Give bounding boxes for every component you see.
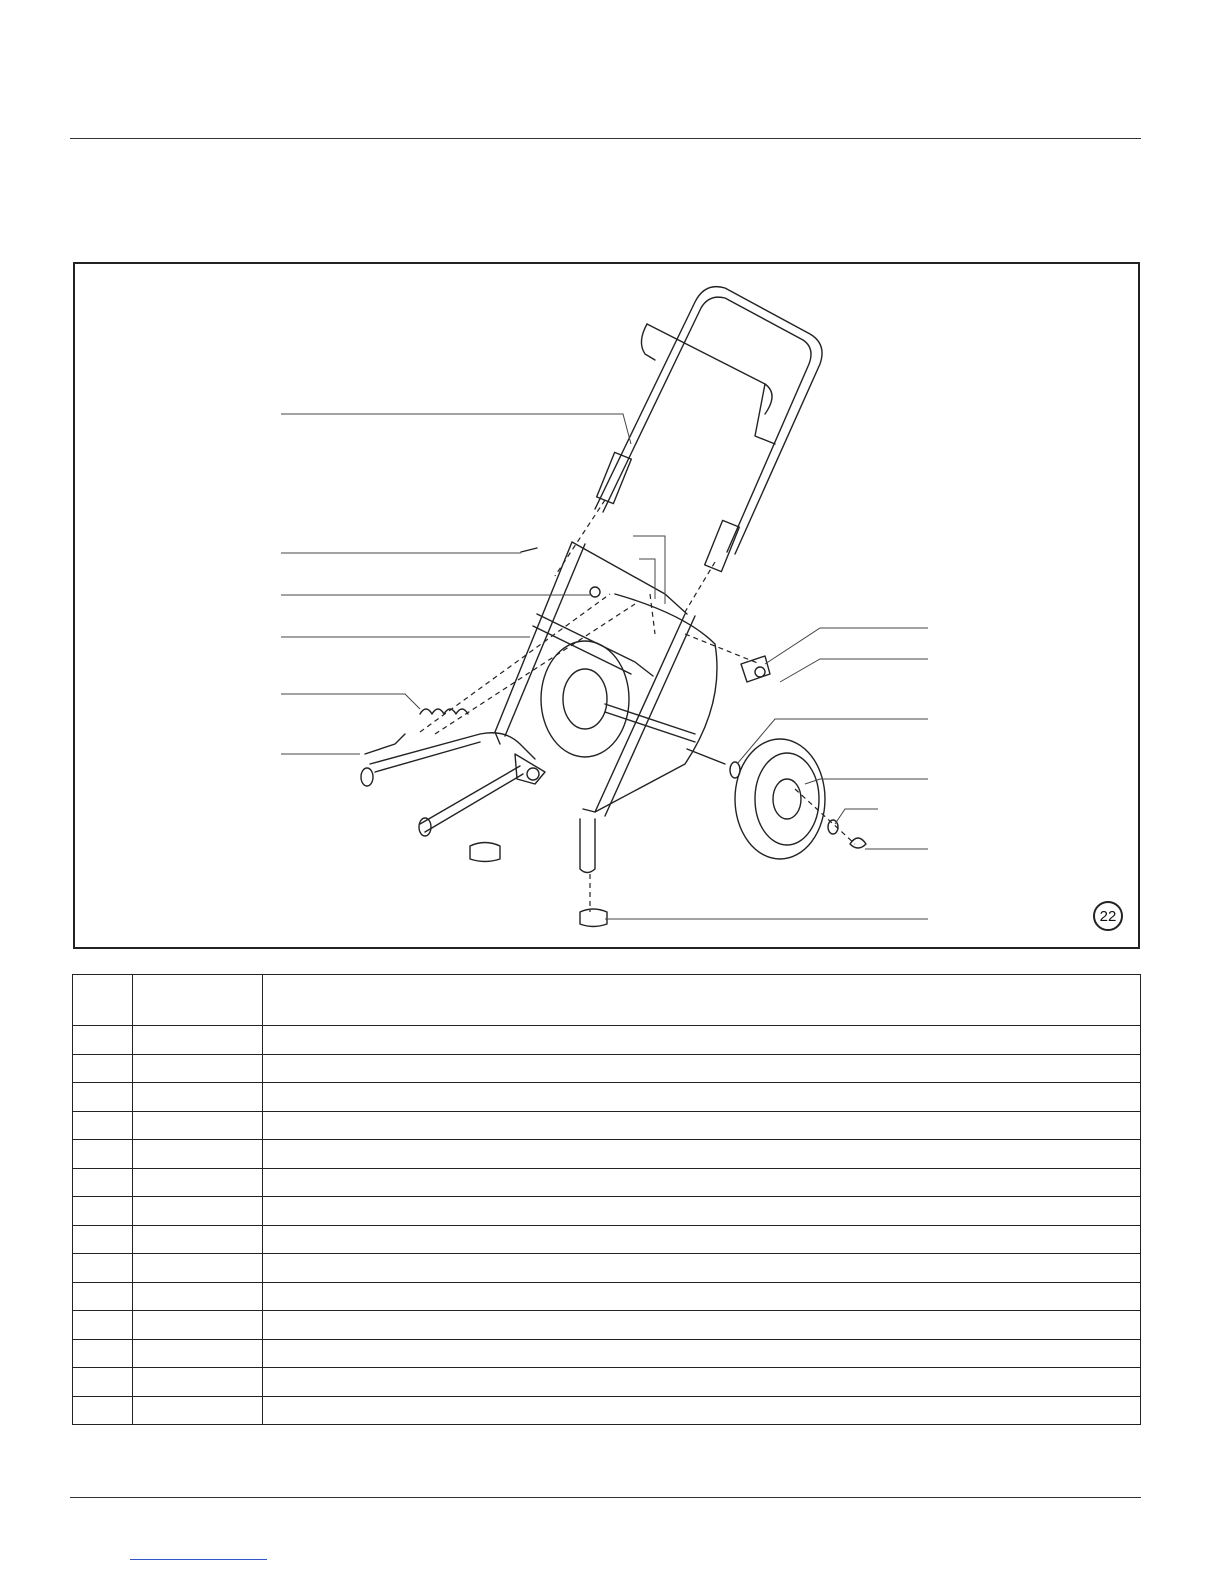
axle-tube (605, 704, 695, 734)
callout-leader (639, 559, 655, 599)
item-cell (73, 1254, 133, 1283)
table-row (73, 1197, 1141, 1226)
item-cell (73, 1282, 133, 1311)
table-row (73, 1111, 1141, 1140)
description-cell (263, 1254, 1141, 1283)
part-number-cell (133, 1026, 263, 1055)
cart-assembly-drawing (75, 264, 1138, 947)
description-cell (263, 1083, 1141, 1112)
table-row (73, 1168, 1141, 1197)
part-number-cell (133, 1368, 263, 1397)
callout-leader (281, 414, 631, 444)
part-number-cell (133, 1197, 263, 1226)
right-collar (705, 520, 740, 571)
item-cell (73, 1168, 133, 1197)
part-number-cell (133, 1396, 263, 1425)
nut (590, 587, 600, 597)
part-number-cell (133, 1282, 263, 1311)
spring (420, 709, 468, 714)
description-cell (263, 1311, 1141, 1340)
table-row (73, 1140, 1141, 1169)
table-row (73, 1282, 1141, 1311)
item-cell (73, 1311, 133, 1340)
table-row (73, 1396, 1141, 1425)
description-cell (263, 1282, 1141, 1311)
hubcap (850, 838, 866, 848)
item-cell (73, 1111, 133, 1140)
part-number-cell (133, 1311, 263, 1340)
callout-leader (780, 659, 928, 682)
bolt (521, 548, 537, 552)
exploded-view-figure (73, 262, 1140, 949)
part-number-cell (133, 1054, 263, 1083)
callout-leader (835, 809, 878, 824)
front-wheel (735, 739, 825, 859)
item-cell (73, 1396, 133, 1425)
description-cell (263, 1197, 1141, 1226)
description-cell (263, 1225, 1141, 1254)
part-number-cell (133, 1111, 263, 1140)
handle-grip (647, 324, 775, 444)
item-cell (73, 1339, 133, 1368)
footer-link[interactable] (130, 1559, 267, 1560)
callout-leader (281, 694, 420, 709)
foot-cap-left (470, 843, 500, 862)
description-cell (263, 1396, 1141, 1425)
part-number-cell (133, 1339, 263, 1368)
table-row (73, 1254, 1141, 1283)
part-number-cell (133, 1225, 263, 1254)
description-cell (263, 1168, 1141, 1197)
part-number-cell (133, 1254, 263, 1283)
table-header-row (73, 975, 1141, 1026)
description-cell (263, 1339, 1141, 1368)
front-foot-tube (580, 819, 595, 873)
frame-crossbar (537, 614, 653, 676)
parts-list-table (72, 974, 1141, 1425)
item-cell (73, 1026, 133, 1055)
part-number-cell (133, 1083, 263, 1112)
description-cell (263, 1140, 1141, 1169)
description-cell (263, 1054, 1141, 1083)
mount-bracket (370, 733, 535, 764)
frame-left-rear-leg (495, 542, 572, 744)
item-cell (73, 1225, 133, 1254)
description-cell (263, 1368, 1141, 1397)
header-description (263, 975, 1141, 1026)
item-cell (73, 1054, 133, 1083)
handle-upper-frame (595, 287, 822, 554)
wheel-axle-stub (687, 749, 725, 764)
table-row (73, 1026, 1141, 1055)
table-row (73, 1083, 1141, 1112)
header-item (73, 975, 133, 1026)
table-row (73, 1225, 1141, 1254)
table-row (73, 1368, 1141, 1397)
figure-number-badge: 22 (1093, 901, 1123, 931)
item-cell (73, 1197, 133, 1226)
header-part-no (133, 975, 263, 1026)
foot-cap-right (580, 909, 607, 927)
table-row (73, 1311, 1141, 1340)
callout-leader (633, 536, 665, 604)
table-row (73, 1054, 1141, 1083)
part-number-cell (133, 1140, 263, 1169)
fork-bracket (365, 734, 405, 754)
description-cell (263, 1111, 1141, 1140)
header-rule (70, 138, 1141, 139)
description-cell (263, 1026, 1141, 1055)
table-row (73, 1339, 1141, 1368)
part-number-cell (133, 1168, 263, 1197)
item-cell (73, 1140, 133, 1169)
rear-wheel (541, 641, 629, 757)
footer-rule (70, 1497, 1141, 1498)
item-cell (73, 1368, 133, 1397)
item-cell (73, 1083, 133, 1112)
